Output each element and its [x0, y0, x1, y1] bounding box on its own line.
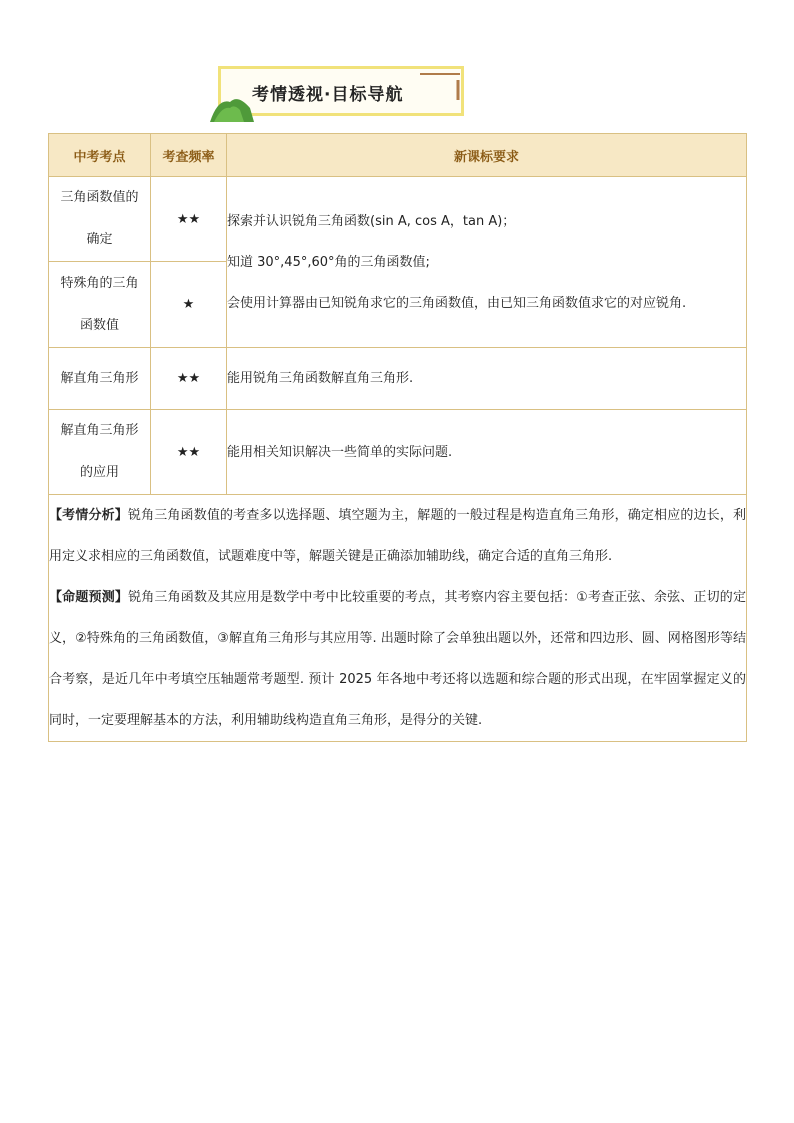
analysis-row: [49, 495, 747, 742]
exam-point-cell: 解直角三角形 的应用: [49, 410, 151, 495]
requirement-cell: 探索并认识锐角三角函数(sin A, cos A，tan A)； 知道 30°,45°,60°角的三角函数值; 会使用计算器由已知锐角求它的三角函数值，由已知三角函数值求它的对应锐角.: [227, 177, 747, 348]
header-requirement: 新课标要求: [227, 134, 747, 177]
exam-analysis-paragraph: 【考情分析】锐角三角函数值的考查多以选择题、填空题为主，解题的一般过程是构造直角三角形，确定相应的边长，利用定义求相应的三角函数值，试题难度中等，解题关键是正确添加辅助线，确定合适的直角三角形.: [49, 508, 746, 564]
exam-point-cell: 解直角三角形: [49, 348, 151, 410]
frequency-stars: ★★: [151, 410, 227, 495]
prediction-paragraph: 【命题预测】锐角三角函数及其应用是数学中考中比较重要的考点，其考察内容主要包括：①考查正弦、余弦、正切的定义，②特殊角的三角函数值，③解直角三角形与其应用等. 出题时除了会单独出题以外，还常和四边形、圆、网格图形等结合考察，是近几年中考填空压轴题常考题型. 预计 2025 年各地中考还将以选题和综合题的形式出现，在牢固掌握定义的同时，一定要理解基本的方法，利用辅助线构造直角三角形，是得分的关键.: [49, 590, 746, 728]
table-row: [49, 177, 747, 262]
table-row: [49, 410, 747, 495]
table-row: [49, 348, 747, 410]
requirement-cell: 能用相关知识解决一些简单的实际问题.: [227, 410, 747, 495]
analysis-cell: [49, 495, 747, 742]
exam-point-cell: 三角函数值的 确定: [49, 177, 151, 262]
header-frequency: 考查频率: [151, 134, 227, 177]
frequency-stars: ★: [151, 262, 227, 348]
exam-point-cell: 特殊角的三角 函数值: [49, 262, 151, 348]
exam-points-table: [48, 133, 747, 742]
table-header-row: [49, 134, 747, 177]
hill-icon: [210, 94, 254, 122]
frequency-stars: ★★: [151, 348, 227, 410]
section-banner: [210, 66, 466, 120]
frequency-stars: ★★: [151, 177, 227, 262]
banner-title: 考情透视·目标导航: [252, 85, 404, 105]
header-point: 中考考点: [49, 134, 151, 177]
requirement-cell: 能用锐角三角函数解直角三角形.: [227, 348, 747, 410]
corner-decoration-icon: [418, 72, 462, 102]
